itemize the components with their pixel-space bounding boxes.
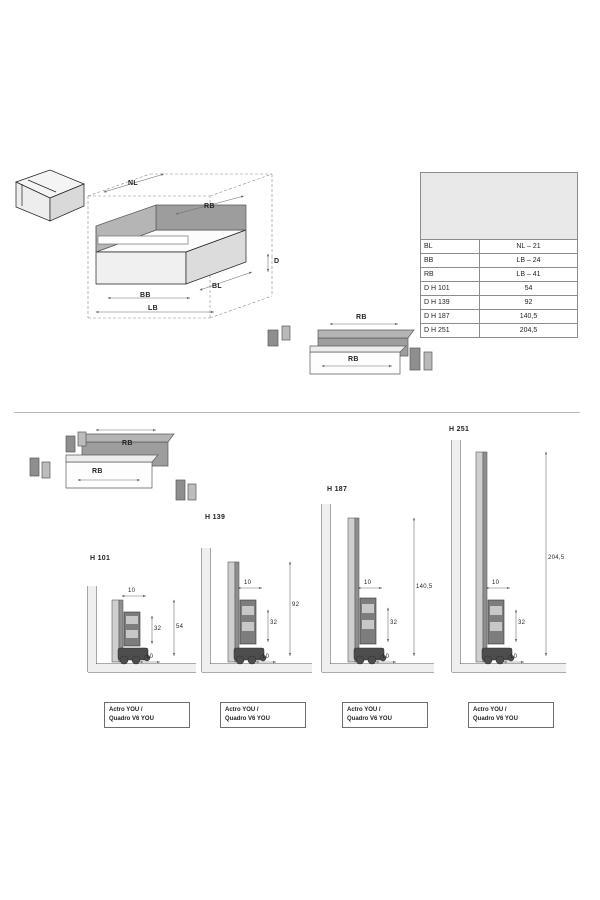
table-cell-value: LB – 24 <box>480 254 578 268</box>
table-cell-key: D H 101 <box>421 282 480 296</box>
dim-h139-inner: 32 <box>270 620 278 626</box>
table-row <box>421 240 578 254</box>
label-rb-mid-lower: RB <box>92 468 103 475</box>
caption-line-1: Actro YOU / <box>347 707 381 713</box>
table-cell-value: 54 <box>480 282 578 296</box>
table-cell-key: D H 251 <box>421 324 480 338</box>
label-nl: NL <box>128 180 138 187</box>
caption-line-1: Actro YOU / <box>473 707 507 713</box>
label-bl: BL <box>212 283 222 290</box>
caption-line-2: Quadro V6 YOU <box>473 716 518 722</box>
table-row <box>421 324 578 338</box>
caption-h101 <box>104 702 190 728</box>
dimension-table <box>420 172 578 338</box>
drawer-assembly-drawing <box>88 174 272 318</box>
table-row <box>421 296 578 310</box>
dim-h251-inner: 32 <box>518 620 526 626</box>
rear-panel-pair-mid <box>30 430 196 500</box>
caption-line-2: Quadro V6 YOU <box>225 716 270 722</box>
dim-h101-height: 54 <box>176 624 184 630</box>
table-cell-key: BL <box>421 240 480 254</box>
table-cell-key: BB <box>421 254 480 268</box>
label-rb-mid-upper: RB <box>122 440 133 447</box>
caption-h251 <box>468 702 554 728</box>
dim-h251-height: 204,5 <box>548 555 565 561</box>
dim-h139-height: 92 <box>292 602 300 608</box>
table-row <box>421 310 578 324</box>
section-title-h251: H 251 <box>449 426 470 433</box>
label-rb-panel-upper: RB <box>356 314 367 321</box>
table-row <box>421 282 578 296</box>
table-cell-value: 140,5 <box>480 310 578 324</box>
label-bb: BB <box>140 292 151 299</box>
table-header-graphic-cell <box>421 173 578 240</box>
dim-h101-top: 10 <box>128 588 136 594</box>
section-h139-drawing <box>202 548 312 672</box>
caption-h187 <box>342 702 428 728</box>
caption-line-2: Quadro V6 YOU <box>109 716 154 722</box>
table-cell-key: RB <box>421 268 480 282</box>
dim-h101-inner: 32 <box>154 626 162 632</box>
section-title-h187: H 187 <box>327 486 348 493</box>
caption-line-2: Quadro V6 YOU <box>347 716 392 722</box>
table-cell-key: D H 139 <box>421 296 480 310</box>
label-rb-panel-lower: RB <box>348 356 359 363</box>
table-cell-value: 92 <box>480 296 578 310</box>
dim-h187-bottom: 10 <box>382 654 390 660</box>
label-lb: LB <box>148 305 158 312</box>
small-drawer-icon <box>16 170 84 221</box>
section-title-h139: H 139 <box>205 514 226 521</box>
table-cell-value: 204,5 <box>480 324 578 338</box>
section-divider <box>14 412 580 413</box>
rear-panel-pair-top <box>268 324 432 374</box>
caption-line-1: Actro YOU / <box>109 707 143 713</box>
dim-h139-top: 10 <box>244 580 252 586</box>
dim-h139-bottom: 10 <box>262 654 270 660</box>
label-rb-top: RB <box>204 203 215 210</box>
section-title-h101: H 101 <box>90 555 111 562</box>
dim-h251-top: 10 <box>492 580 500 586</box>
dim-h101-bottom: 10 <box>146 654 154 660</box>
table-cell-value: NL – 21 <box>480 240 578 254</box>
label-d: D <box>274 258 280 265</box>
caption-line-1: Actro YOU / <box>225 707 259 713</box>
table-row <box>421 268 578 282</box>
dim-h187-top: 10 <box>364 580 372 586</box>
dim-h187-inner: 32 <box>390 620 398 626</box>
table-cell-key: D H 187 <box>421 310 480 324</box>
dim-h251-bottom: 10 <box>510 654 518 660</box>
caption-h139 <box>220 702 306 728</box>
table-cell-value: LB – 41 <box>480 268 578 282</box>
table-header-row <box>421 173 578 240</box>
dim-h187-height: 140,5 <box>416 584 433 590</box>
table-row <box>421 254 578 268</box>
